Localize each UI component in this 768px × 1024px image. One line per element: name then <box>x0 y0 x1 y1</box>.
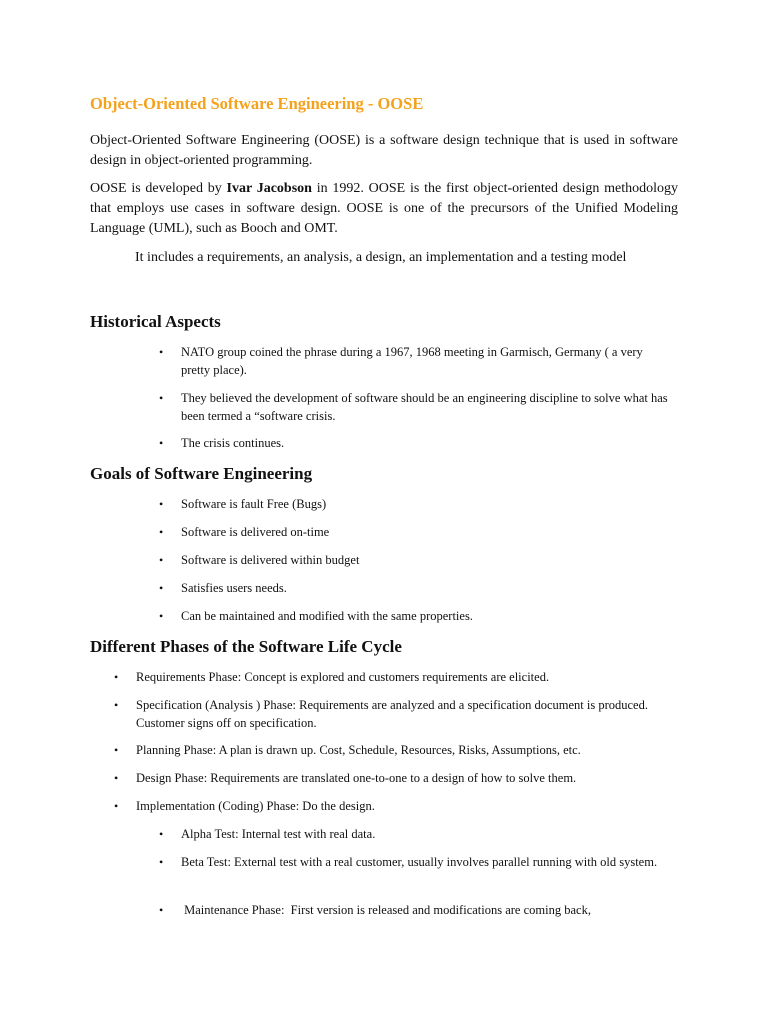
list-item: • Software is fault Free (Bugs) <box>181 496 671 514</box>
list-item: • Software is delivered on-time <box>181 524 671 542</box>
bullet-icon: • <box>159 497 164 511</box>
bullet-icon: • <box>159 391 164 405</box>
list-item: • Design Phase: Requirements are translated one-to-one to a design of how to solve them. <box>136 770 656 788</box>
bullet-icon: • <box>159 827 164 841</box>
bullet-icon: • <box>114 670 119 684</box>
bullet-icon: • <box>114 799 119 813</box>
bullet-icon: • <box>114 771 119 785</box>
heading-goals: Goals of Software Engineering <box>90 464 313 483</box>
list-item: • Beta Test: External test with a real customer, usually involves parallel running with old system. <box>181 854 671 872</box>
intro-paragraph-3: It includes a requirements, an analysis, a design, an implementation and a testing model <box>135 250 627 265</box>
list-item: • They believed the development of software should be an engineering discipline to solve what has been termed a “software crisis. <box>159 391 668 423</box>
list-item: • Requirements Phase: Concept is explored and customers requirements are elicited. <box>136 669 656 687</box>
bullet-icon: • <box>159 436 164 450</box>
bullet-icon: • <box>159 345 164 359</box>
bullet-icon: • <box>159 553 164 567</box>
bullet-icon: • <box>159 609 164 623</box>
intro-paragraph-2 <box>90 179 678 239</box>
bullet-icon: • <box>114 698 119 712</box>
list-item: • Maintenance Phase: First version is released and modifications are coming back, <box>181 902 671 920</box>
list-item: • NATO group coined the phrase during a 1967, 1968 meeting in Garmisch, Germany ( a very pretty place). <box>159 345 643 377</box>
intro-paragraph-1: Object-Oriented Software Engineering (OOSE) is a software design technique that is used in software design in object-oriented programming. <box>90 133 678 168</box>
bullet-icon: • <box>159 903 164 917</box>
list-item: • The crisis continues. <box>181 435 671 453</box>
bullet-icon: • <box>159 581 164 595</box>
list-item: • Planning Phase: A plan is drawn up. Cost, Schedule, Resources, Risks, Assumptions, etc. <box>136 742 656 760</box>
bullet-icon: • <box>159 525 164 539</box>
author-name: Ivar Jacobson <box>226 181 312 196</box>
list-item: • Implementation (Coding) Phase: Do the design. <box>136 798 656 816</box>
intro-p2-post: in 1992. OOSE is the first object-oriented design methodology that employs use cases in software design. OOSE is one of the precursors of the Unified Modeling Language (UML), such as Booch and OMT. <box>90 181 678 236</box>
list-item: • Specification (Analysis ) Phase: Requirements are analyzed and a specification document is produced. Customer signs off on specification. <box>114 698 648 730</box>
list-item: • Software is delivered within budget <box>181 552 671 570</box>
bullet-icon: • <box>114 743 119 757</box>
document-title: Object-Oriented Software Engineering - OOSE <box>90 94 424 113</box>
list-item: • Can be maintained and modified with the same properties. <box>181 608 671 626</box>
heading-phases: Different Phases of the Software Life Cycle <box>90 637 402 656</box>
list-item: • Satisfies users needs. <box>181 580 671 598</box>
heading-historical-aspects: Historical Aspects <box>90 312 221 331</box>
list-item: • Alpha Test: Internal test with real data. <box>181 826 671 844</box>
intro-p2-pre: OOSE is developed by <box>90 181 227 196</box>
bullet-icon: • <box>159 855 164 869</box>
